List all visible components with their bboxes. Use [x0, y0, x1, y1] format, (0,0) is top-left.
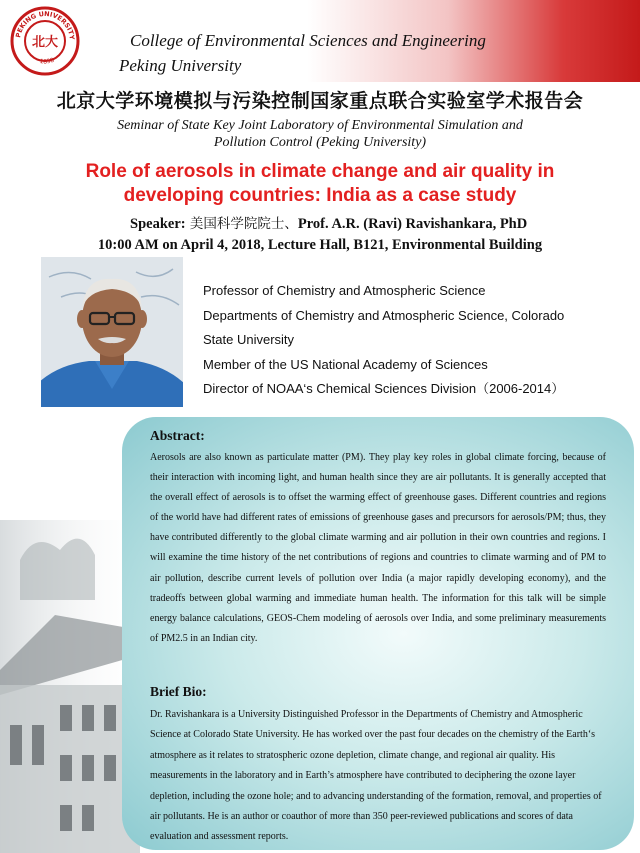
speaker-photo — [41, 257, 183, 407]
bio-heading: Brief Bio: — [150, 684, 207, 699]
logo-year: 1898 — [39, 56, 56, 66]
speaker-name: Prof. A.R. (Ravi) Ravishankara, PhD — [297, 216, 528, 232]
seminar-line-1: Seminar of State Key Joint Laboratory of Environmental Simulation and — [117, 118, 523, 133]
abstract-text: Aerosols are also known as particulate matter (PM). They play key roles in global climate forcing, because of their interaction with incoming light, and human health since they are air pollutants. It is generally accepted that the overall effect of aerosols is to offset the warming effect of greenhouse gases. Different countries and regions of the world have had different rates of emissions of greenhouse gases and precursors for aerosols/PM; thus, they have contributed differently to the global climate warming and air pollution in their own countries and regions. I will examine the time history of the net contributions of regions and countries to climate warming and of PM to air pollution, describe current levels of pollution over India (a major rapidly developing economy), and the tradeoffs between global warming and immediate human health. The information for this talk will be simple energy balance calculations, GEOS-Chem modeling of aerosols over India, and some preliminary measurements of PM2.5 in an Indian city. — [150, 452, 606, 644]
speaker-credentials — [203, 279, 564, 402]
credential-line: Member of the US National Academy of Sciences — [203, 356, 488, 372]
speaker-portrait-illustration — [41, 257, 183, 407]
talk-title-line-1: Role of aerosols in climate change and air quality in — [85, 161, 555, 182]
credential-line: State University — [203, 332, 295, 347]
peking-university-logo — [10, 6, 80, 76]
bio-text: Dr. Ravishankara is a University Distinguished Professor in the Departments of Chemistry and Atmospheric Science at Colorado State University. He has worked over the past four decades on the chemistry of the Earth‘s atmosphere as it relates to stratospheric ozone depletion, climate change, and regional air quality. His measurements in the laboratory and in Earth’s atmosphere have contributed to deciphering the ozone layer depletion, including the ozone hole; and to advancing understanding of the formation, removal, and properties of air pollutants. He is an author or coauthor of more than 350 peer-reviewed publications and scores of data evaluation and assessment reports. — [150, 709, 602, 843]
college-name: College of Environmental Sciences and Engineering — [130, 31, 486, 50]
logo-glyph: 北大 — [31, 35, 59, 50]
talk-title-line-2: developing countries: India as a case study — [123, 185, 517, 206]
speaker-label: Speaker: — [130, 216, 186, 232]
seminar-title-chinese: 北京大学环境模拟与污染控制国家重点联合实验室学术报告会 — [56, 90, 584, 112]
datetime-location: 10:00 AM on April 4, 2018, Lecture Hall, B121, Environmental Building — [97, 237, 543, 253]
seminar-line-2: Pollution Control (Peking University) — [213, 135, 427, 150]
university-name: Peking University — [119, 56, 242, 75]
abstract-heading: Abstract: — [150, 428, 205, 443]
talk-title — [30, 160, 610, 208]
credential-line: Director of NOAA‘s Chemical Sciences Division（2006-2014） — [203, 381, 565, 396]
speaker-title-chinese: 美国科学院院士、 — [185, 216, 298, 232]
speaker-line — [130, 212, 527, 233]
logo-ring-text: PEKING UNIVERSITY — [14, 9, 77, 41]
credential-line: Departments of Chemistry and Atmospheric Science, Colorado — [203, 307, 565, 323]
credential-line: Professor of Chemistry and Atmospheric Science — [203, 283, 486, 298]
seminar-name-english — [60, 117, 580, 151]
